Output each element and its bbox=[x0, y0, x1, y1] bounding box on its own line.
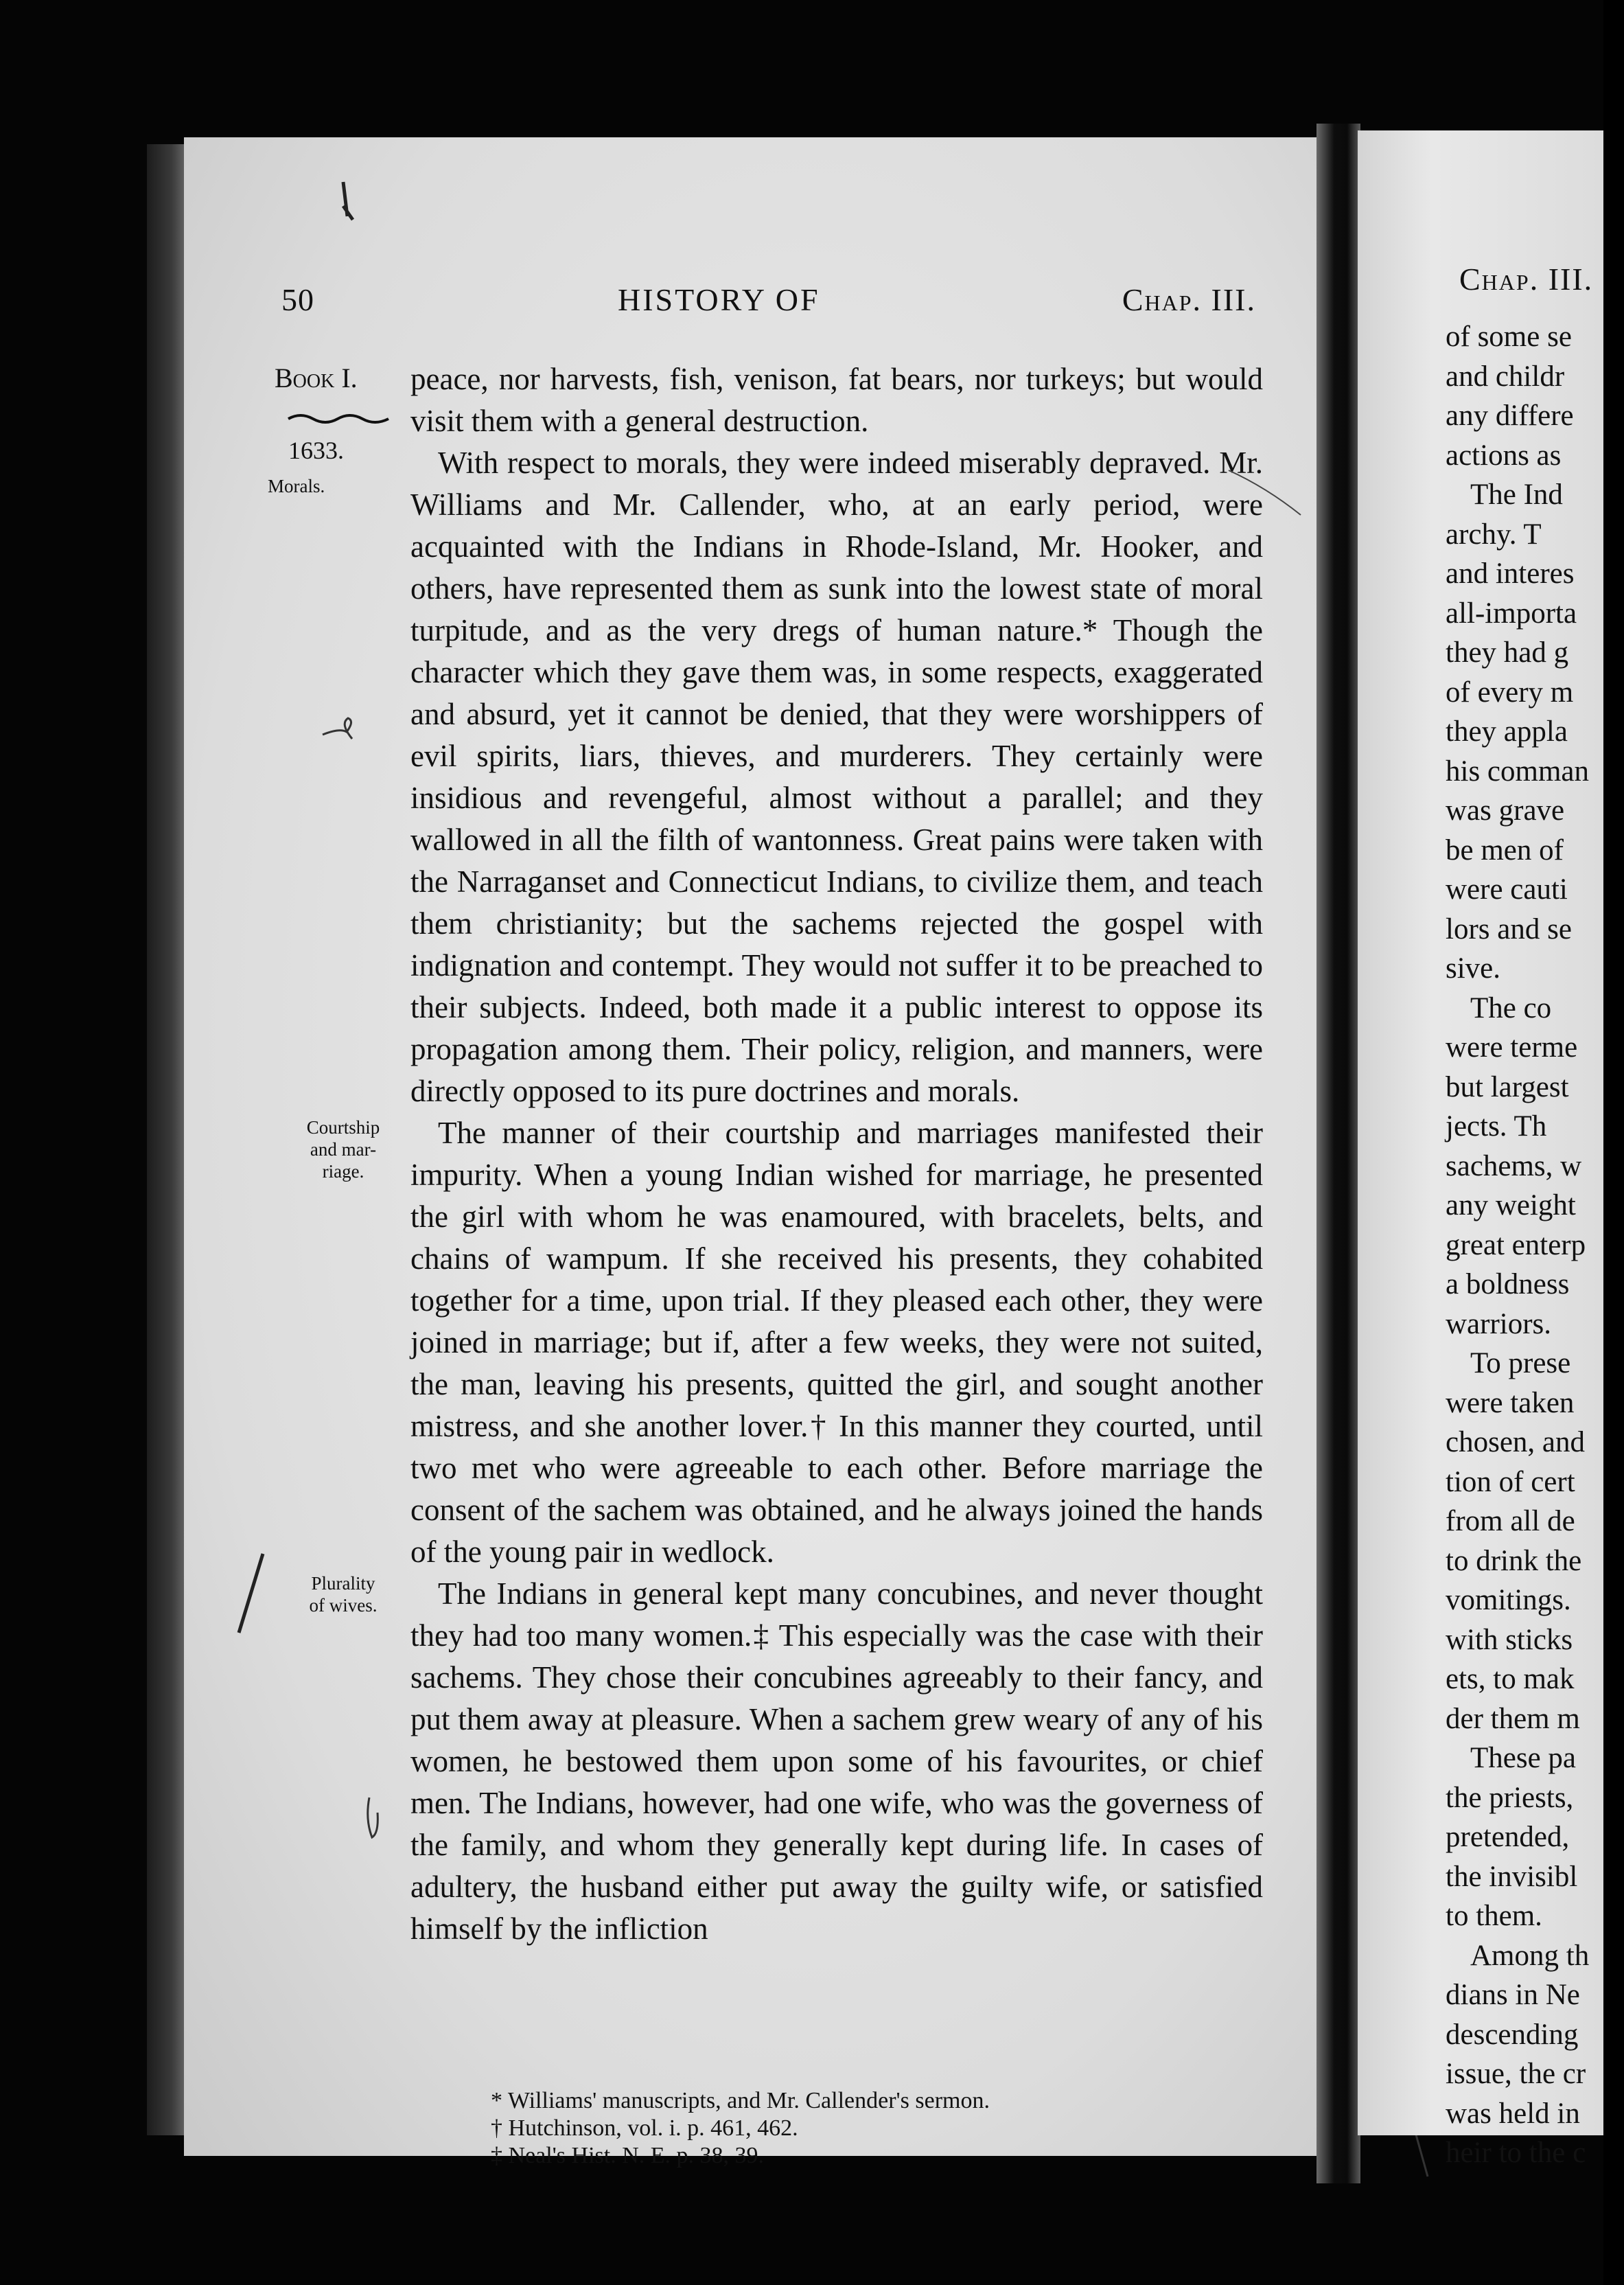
book-gutter bbox=[1316, 124, 1360, 2183]
running-head-chapter: Chap. III. bbox=[1122, 282, 1256, 317]
right-page-line: and interes bbox=[1446, 558, 1575, 590]
right-page-line: from all de bbox=[1446, 1505, 1575, 1537]
right-page-line: was grave bbox=[1446, 794, 1565, 827]
plurality-note-line: Plurality bbox=[311, 1573, 375, 1594]
footnotes bbox=[491, 2087, 1246, 2170]
right-page-line: the priests, bbox=[1446, 1781, 1574, 1814]
right-page-line: any weight bbox=[1446, 1189, 1576, 1221]
right-page-line: der them m bbox=[1446, 1702, 1580, 1735]
right-page-line: was held in bbox=[1446, 2097, 1580, 2130]
right-page-line: great enterp bbox=[1446, 1228, 1586, 1261]
right-page-line: to them. bbox=[1446, 1900, 1542, 1932]
running-head bbox=[281, 282, 1256, 323]
right-page-line: were taken bbox=[1446, 1386, 1575, 1419]
right-page-line: issue, the cr bbox=[1446, 2058, 1586, 2090]
right-page-line: These pa bbox=[1470, 1742, 1577, 1774]
footnote-1: * Williams' manuscripts, and Mr. Callender's sermon. bbox=[491, 2088, 990, 2113]
right-page-line: his comman bbox=[1446, 755, 1589, 788]
paragraph-1: peace, nor harvests, fish, venison, fat bears, nor turkeys; but would visit them with a general destruction. bbox=[410, 362, 1263, 438]
right-page-line: all-importa bbox=[1446, 597, 1577, 630]
right-page-line: heir to the c bbox=[1446, 2137, 1586, 2169]
right-page-line: sive. bbox=[1446, 952, 1501, 985]
courtship-note-line: Courtship bbox=[306, 1117, 380, 1138]
right-page-line: lors and se bbox=[1446, 912, 1572, 945]
right-page-line: To prese bbox=[1470, 1347, 1571, 1379]
morals-note: Morals. bbox=[268, 476, 325, 496]
page-edge-left bbox=[147, 144, 188, 2135]
right-page-line: descending bbox=[1446, 2018, 1579, 2051]
right-page-line: chosen, and bbox=[1446, 1426, 1585, 1458]
right-page-line: The co bbox=[1470, 991, 1552, 1024]
right-page-line: they had g bbox=[1446, 636, 1569, 669]
body-text bbox=[410, 358, 1263, 1950]
courtship-note-line: and mar- bbox=[310, 1139, 377, 1160]
right-page-line: of some se bbox=[1446, 321, 1572, 353]
footnote-2: † Hutchinson, vol. i. p. 461, 462. bbox=[491, 2115, 798, 2141]
right-page-line: a boldness bbox=[1446, 1268, 1570, 1300]
margin-notes bbox=[268, 357, 419, 1730]
right-page-line: with sticks bbox=[1446, 1623, 1573, 1656]
right-page-line: of every m bbox=[1446, 676, 1574, 709]
right-page-line: ets, to mak bbox=[1446, 1663, 1575, 1695]
right-page-line: dians in Ne bbox=[1446, 1979, 1580, 2011]
right-page-line: were terme bbox=[1446, 1031, 1578, 1064]
pencil-mark bbox=[362, 1792, 390, 1847]
plurality-note-line: of wives. bbox=[309, 1595, 378, 1616]
right-page-line: Among th bbox=[1470, 1939, 1590, 1972]
right-page-line: jects. Th bbox=[1446, 1110, 1547, 1142]
footnote-3: ‡ Neal's Hist. N. E. p. 38, 39. bbox=[491, 2143, 765, 2168]
right-page-line: but largest bbox=[1446, 1070, 1569, 1103]
right-page-line: vomitings. bbox=[1446, 1584, 1571, 1616]
right-running-head: Chap. III. bbox=[1459, 262, 1594, 297]
right-page-line: to drink the bbox=[1446, 1544, 1582, 1577]
right-page-line: any differe bbox=[1446, 400, 1574, 432]
page-number: 50 bbox=[281, 282, 314, 317]
right-page-line: The Ind bbox=[1470, 479, 1563, 511]
right-page-line: tion of cert bbox=[1446, 1465, 1575, 1498]
right-page-line: the invisibl bbox=[1446, 1860, 1578, 1893]
book-label: Book I. bbox=[275, 363, 358, 393]
right-page-line: be men of bbox=[1446, 834, 1564, 866]
paragraph-4: The Indians in general kept many concubines, and never thought they had too many women.‡ This especially was the case with their sachems. They chose their concubines agreeably to their fancy, and put them away at pleasure. When a sachem grew weary of any of his women, he bestowed them upon some of his favourites, or chief men. The Indians, however, had one wife, who was the governess of the family, and whom they generally kept during life. In cases of adultery, the husband either put away the guilty wife, or satisfied himself by the infliction bbox=[410, 1576, 1263, 1946]
swash-ornament bbox=[287, 411, 390, 430]
right-page-line: warriors. bbox=[1446, 1307, 1552, 1340]
right-page-line: sachems, w bbox=[1446, 1149, 1582, 1182]
pencil-mark bbox=[232, 1550, 273, 1640]
right-page-line: and childr bbox=[1446, 360, 1565, 393]
plurality-note bbox=[275, 1572, 412, 1616]
right-page-line: they appla bbox=[1446, 715, 1568, 748]
pencil-mark bbox=[329, 179, 371, 233]
right-page-line: pretended, bbox=[1446, 1821, 1570, 1853]
running-head-title: HISTORY OF bbox=[618, 282, 820, 317]
pencil-mark bbox=[319, 714, 367, 748]
right-page-line: archy. T bbox=[1446, 518, 1542, 551]
right-page-line: were cauti bbox=[1446, 873, 1568, 906]
right-page-text bbox=[1446, 317, 1624, 2173]
courtship-note bbox=[275, 1116, 412, 1182]
right-page-line: actions as bbox=[1446, 439, 1562, 472]
right-page bbox=[1358, 130, 1603, 2169]
paragraph-3: The manner of their courtship and marriages manifested their impurity. When a young Indian wished for marriage, he presented the girl with whom he was enamoured, with bracelets, belts, and chains of wampum. If she received his presents, they cohabited together for a time, upon trial. If they pleased each other, they were joined in marriage; but if, after a few weeks, they were not suited, the man, leaving his presents, quitted the girl, and sought another mistress, and she another lover.† In this manner they courted, until two met who were agreeable to each other. Before marriage the consent of the sachem was obtained, and he always joined the hands of the young pair in wedlock. bbox=[410, 1116, 1263, 1569]
pencil-mark bbox=[1225, 467, 1308, 522]
year-label: 1633. bbox=[288, 437, 344, 464]
courtship-note-line: riage. bbox=[322, 1161, 364, 1182]
paragraph-2: With respect to morals, they were indeed miserably depraved. Mr. Williams and Mr. Callender, who, at an early period, were acquainted with the Indians in Rhode-Island, Mr. Hooker, and others, have represented them as sunk into the lowest state of moral turpitude, and as the very dregs of human nature.* Though the character which they gave them was, in some respects, exaggerated and absurd, yet it cannot be denied, that they were worshippers of evil spirits, liars, thieves, and murderers. They certainly were insidious and revengeful, almost without a parallel; and they wallowed in all the filth of wantonness. Great pains were taken with the Narraganset and Connecticut Indians, to civilize them, and teach them christianity; but the sachems rejected the gospel with indignation and contempt. They would not suffer it to be preached to their subjects. Indeed, both made it a public interest to oppose its propagation among them. Their policy, religion, and manners, were directly opposed to its pure doctrines and morals. bbox=[410, 446, 1263, 1108]
